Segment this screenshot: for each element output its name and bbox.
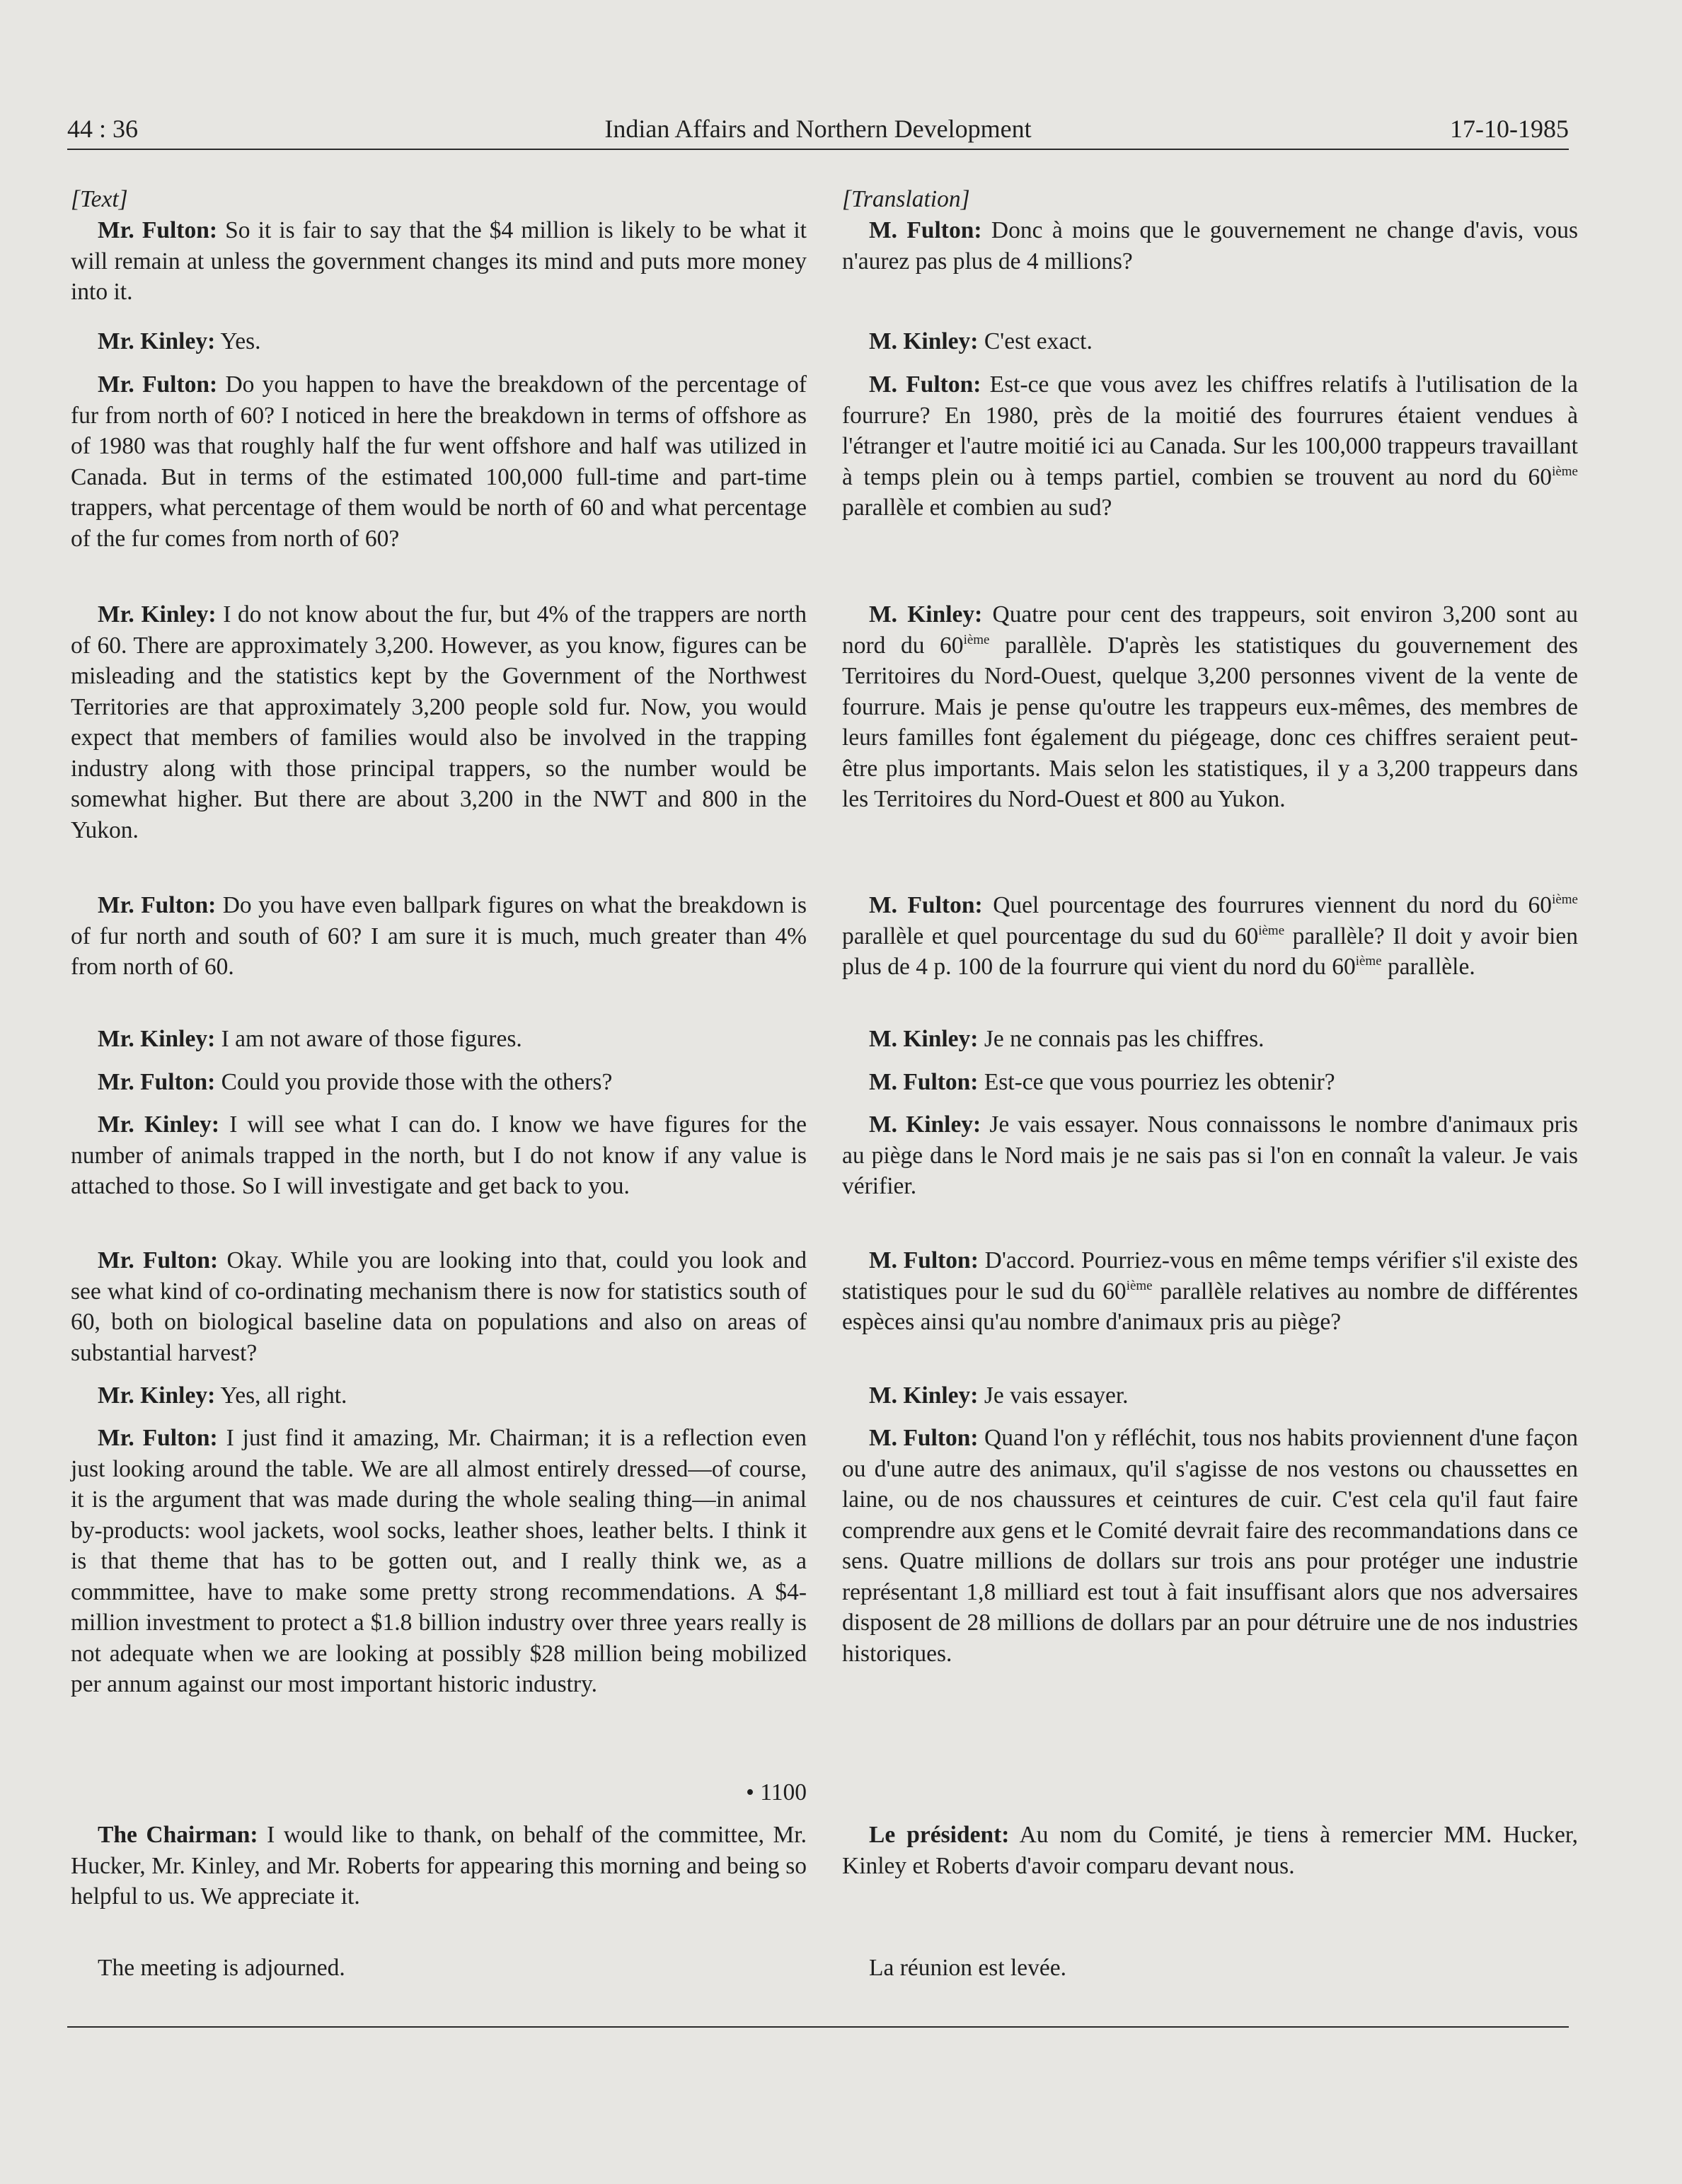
adjournment-line: La réunion est levée. — [869, 1955, 1067, 1981]
paragraph — [71, 1245, 807, 1368]
speaker-name: Mr. Fulton: — [98, 217, 218, 243]
speech-text: parallèle relatives au nombre de différentes espèces ainsi qu'au nombre d'animaux pris au piège? — [842, 1278, 1578, 1335]
speaker-name: M. Kinley: — [869, 1111, 981, 1138]
speech-text: Est-ce que vous avez les chiffres relatifs à l'utilisation de la fourrure? En 1980, près de la moitié des fourrures étaient vendues à l'étranger et l'autre moitié ici au Canada. Sur les 100,000 trappeurs travaillant à temps plein ou à temps partiel, combien se trouvent au nord du 60 — [842, 371, 1579, 490]
speech-text: I do not know about the fur, but 4% of the trappers are north of 60. There are approximately 3,200. However, as you know, figures can be misleading and the statistics kept by the Government of the Northwest Territories are that approximately 3,200 people sold fur. Now, you would expect that members of families would also be involved in the trapping industry along with those principal trappers, so the number would be somewhat higher. But there are about 3,200 in the NWT and 800 in the Yukon. — [71, 601, 807, 843]
paragraph — [71, 326, 807, 357]
paragraph — [842, 1380, 1578, 1411]
speaker-name: M. Fulton: — [869, 1069, 979, 1095]
text-label: [Text] — [71, 186, 128, 212]
paragraph — [842, 1067, 1578, 1098]
speech-text: Donc à moins que le gouvernement ne change d'avis, vous n'aurez pas plus de 4 millions? — [842, 217, 1578, 275]
speaker-name: M. Fulton: — [869, 892, 983, 918]
speaker-name: M. Fulton: — [869, 371, 981, 398]
speech-text: Est-ce que vous pourriez les obtenir? — [984, 1069, 1335, 1095]
speech-text: Do you have even ballpark figures on what the breakdown is of fur north and south of 60? I am sure it is much, much greater than 4% from north of 60. — [71, 892, 807, 980]
speech-text: Je ne connais pas les chiffres. — [984, 1026, 1265, 1052]
speech-text: Quand l'on y réfléchit, tous nos habits proviennent d'une façon ou d'une autre des animaux, qu'il s'agisse de nos vestons ou chaussettes en laine, ou de nos chaussures et ceintures de cuir. C'est cela qu'il faut faire comprendre aux gens et le Comité devrait faire des recommandations dans ce sens. Quatre millions de dollars sur trois ans pour protéger une industrie représentant 1,8 milliard est tout à fait insuffisant alors que nos adversaires disposent de 28 millions de dollars par an pour détruire une de nos industries historiques. — [842, 1425, 1579, 1667]
footer-rule — [67, 2026, 1569, 2028]
speech-text: Okay. While you are looking into that, could you look and see what kind of co-ordinating mechanism there is now for statistics south of 60, both on biological baseline data on populations and also on areas of substantial harvest? — [71, 1247, 807, 1366]
speaker-name: Mr. Fulton: — [98, 371, 218, 398]
speaker-name: Mr. Fulton: — [98, 892, 217, 918]
speech-text: Could you provide those with the others? — [221, 1069, 613, 1095]
paragraph — [842, 1024, 1578, 1055]
speech-text: Yes. — [220, 328, 261, 354]
paragraph — [71, 1024, 807, 1055]
superscript: ième — [1126, 1278, 1153, 1293]
paragraph — [842, 1423, 1578, 1669]
paragraph — [842, 890, 1578, 983]
paragraph — [71, 1820, 807, 1912]
speech-text: I would like to thank, on behalf of the committee, Mr. Hucker, Mr. Kinley, and Mr. Roberts for appearing this morning and being so helpful to us. We appreciate it. — [71, 1822, 807, 1909]
meeting-date: 17-10-1985 — [1450, 115, 1569, 143]
committee-title: Indian Affairs and Northern Development — [604, 115, 1032, 143]
paragraph — [842, 1109, 1578, 1202]
speech-text: Quel pourcentage des fourrures viennent du nord du 60 — [993, 892, 1553, 918]
speech-text: D'accord. Pourriez-vous en même temps vérifier s'il existe des statistiques pour le sud du 60 — [842, 1247, 1579, 1305]
speech-text: Je vais essayer. Nous connaissons le nombre d'animaux pris au piège dans le Nord mais je ne sais pas si l'on en connaît la valeur. Je vais vérifier. — [842, 1111, 1578, 1199]
speech-text: parallèle. D'après les statistiques du gouvernement des Territoires du Nord-Ouest, quelque 3,200 personnes vivent de la vente de fourrure. Mais je pense qu'outre les trappeurs eux-mêmes, des membres de leurs familles font également du piégeage, donc ces chiffres seraient peut-être plus importants. Mais selon les statistiques, il y a 3,200 trappeurs dans les Territoires du Nord-Ouest et 800 au Yukon. — [842, 632, 1579, 812]
speaker-name: Mr. Kinley: — [98, 1026, 216, 1052]
speaker-name: The Chairman: — [98, 1822, 258, 1848]
speech-text: Je vais essayer. — [984, 1382, 1129, 1409]
speaker-name: M. Kinley: — [869, 328, 979, 354]
superscript: ième — [963, 632, 990, 647]
speaker-name: M. Kinley: — [869, 1026, 979, 1052]
speaker-name: Mr. Fulton: — [98, 1069, 216, 1095]
paragraph — [71, 215, 807, 308]
paragraph — [71, 1067, 807, 1098]
speech-text: Yes, all right. — [220, 1382, 347, 1409]
page-number: 44 : 36 — [67, 115, 139, 143]
speech-text: parallèle? Il doit y avoir bien plus de 4 p. 100 de la fourrure qui vient du nord du 60 — [842, 923, 1578, 980]
paragraph — [71, 1380, 807, 1411]
speech-text: parallèle. — [1381, 954, 1475, 980]
speaker-name: Mr. Kinley: — [98, 328, 216, 354]
speaker-name: M. Kinley: — [869, 1382, 979, 1409]
speaker-name: Le président: — [869, 1822, 1010, 1848]
adjournment-line: The meeting is adjourned. — [98, 1955, 345, 1981]
speaker-name: Mr. Fulton: — [98, 1247, 219, 1273]
paragraph — [71, 369, 807, 554]
speech-text: C'est exact. — [984, 328, 1093, 354]
superscript: ième — [1355, 954, 1382, 969]
paragraph — [842, 326, 1578, 357]
paragraph — [842, 1245, 1578, 1338]
speaker-name: M. Kinley: — [869, 601, 983, 628]
speech-text: I am not aware of those figures. — [221, 1026, 522, 1052]
paragraph — [71, 1109, 807, 1202]
speech-text: Au nom du Comité, je tiens à remercier MM. Hucker, Kinley et Roberts d'avoir comparu devant nous. — [842, 1822, 1579, 1879]
superscript: ième — [1552, 892, 1578, 907]
superscript: ième — [1552, 463, 1578, 479]
paragraph — [842, 215, 1578, 277]
paragraph — [842, 1820, 1578, 1881]
speech-text: Quatre pour cent des trappeurs, soit environ 3,200 sont au nord du 60 — [842, 601, 1579, 659]
translation-label: [Translation] — [842, 186, 970, 212]
time-marker: • 1100 — [746, 1779, 807, 1805]
paragraph — [71, 1423, 807, 1700]
speaker-name: M. Fulton: — [869, 217, 982, 243]
speech-text: Do you happen to have the breakdown of the percentage of fur from north of 60? I noticed in here the breakdown in terms of offshore as of 1980 was that roughly half the fur went offshore and half was utilized in Canada. But in terms of the estimated 100,000 full-time and part-time trappers, what percentage of them would be north of 60 and what percentage of the fur comes from north of 60? — [71, 371, 807, 552]
speaker-name: Mr. Kinley: — [98, 1382, 216, 1409]
speaker-name: M. Fulton: — [869, 1247, 979, 1273]
paragraph — [842, 599, 1578, 815]
speaker-name: Mr. Kinley: — [98, 601, 217, 628]
speech-text: I just find it amazing, Mr. Chairman; it is a reflection even just looking around the table. We are all almost entirely dressed—of course, it is the argument that was made during the whole sealing thing—in animal by-products: wool jackets, wool socks, leather shoes, leather belts. I think it is that theme that has to be gotten out, and I really think we, as a commmittee, have to make some pretty strong recommendations. A $4-million investment to protect a $1.8 billion industry over three years really is not adequate when we are looking at possibly $28 million being mobilized per annum against our most important historic industry. — [71, 1425, 807, 1697]
header-rule — [67, 149, 1569, 150]
speech-text: parallèle et quel pourcentage du sud du 60 — [842, 923, 1259, 949]
speech-text: I will see what I can do. I know we have figures for the number of animals trapped in the north, but I do not know if any value is attached to those. So I will investigate and get back to you. — [71, 1111, 807, 1199]
speech-text: So it is fair to say that the $4 million is likely to be what it will remain at unless the government changes its mind and puts more money into it. — [71, 217, 807, 305]
paragraph — [71, 890, 807, 983]
speaker-name: Mr. Fulton: — [98, 1425, 218, 1451]
paragraph — [842, 369, 1578, 524]
paragraph — [71, 599, 807, 845]
speaker-name: M. Fulton: — [869, 1425, 979, 1451]
speaker-name: Mr. Kinley: — [98, 1111, 220, 1138]
speech-text: parallèle et combien au sud? — [842, 495, 1112, 521]
superscript: ième — [1258, 923, 1285, 938]
